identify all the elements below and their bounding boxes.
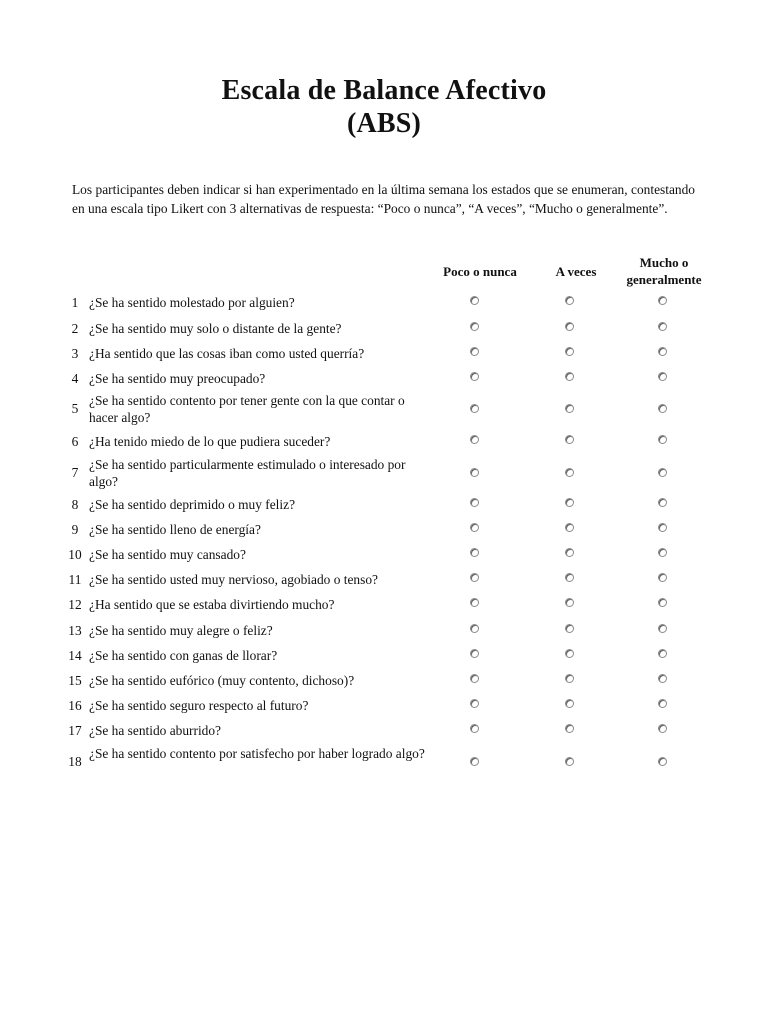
column-header-poco-o-nunca: Poco o nunca (443, 264, 517, 279)
radio-a-veces[interactable] (565, 674, 574, 683)
item-question: ¿Se ha sentido deprimido o muy feliz? (89, 497, 296, 512)
radio-a-veces[interactable] (565, 624, 574, 633)
item-number: 4 (71, 371, 79, 386)
item-number: 11 (68, 572, 82, 587)
radio-mucho-o-generalmente[interactable] (658, 296, 667, 305)
item-question: ¿Se ha sentido usted muy nervioso, agobiado o tenso? (89, 572, 378, 587)
item-number: 5 (71, 401, 79, 416)
column-header-line-2: generalmente (626, 272, 702, 287)
list-item (0, 433, 768, 450)
radio-mucho-o-generalmente[interactable] (658, 573, 667, 582)
item-number: 17 (68, 723, 82, 738)
item-question: ¿Se ha sentido muy solo o distante de la gente? (89, 321, 342, 336)
item-number: 3 (71, 346, 79, 361)
radio-poco-o-nunca[interactable] (470, 523, 479, 532)
radio-mucho-o-generalmente[interactable] (658, 757, 667, 766)
item-question: ¿Se ha sentido contento por satisfecho por haber logrado algo? (89, 746, 425, 761)
radio-poco-o-nunca[interactable] (470, 598, 479, 607)
radio-mucho-o-generalmente[interactable] (658, 724, 667, 733)
radio-mucho-o-generalmente[interactable] (658, 372, 667, 381)
radio-a-veces[interactable] (565, 347, 574, 356)
list-item (0, 546, 768, 563)
radio-mucho-o-generalmente[interactable] (658, 322, 667, 331)
item-question: ¿Se ha sentido muy alegre o feliz? (89, 623, 273, 638)
item-question: ¿Ha sentido que las cosas iban como usted querría? (89, 346, 365, 361)
radio-poco-o-nunca[interactable] (470, 347, 479, 356)
radio-poco-o-nunca[interactable] (470, 404, 479, 413)
item-number: 14 (68, 648, 82, 663)
item-number: 18 (68, 754, 82, 769)
list-item (0, 672, 768, 689)
item-question: ¿Se ha sentido molestado por alguien? (89, 295, 295, 310)
item-number: 1 (71, 295, 79, 310)
radio-a-veces[interactable] (565, 649, 574, 658)
list-item (0, 496, 768, 513)
item-question: ¿Se ha sentido contento por tener gente con la que contar o hacer algo? (89, 393, 405, 425)
radio-poco-o-nunca[interactable] (470, 724, 479, 733)
radio-mucho-o-generalmente[interactable] (658, 598, 667, 607)
radio-poco-o-nunca[interactable] (470, 624, 479, 633)
list-item (0, 622, 768, 639)
item-number: 16 (68, 698, 82, 713)
item-question: ¿Se ha sentido muy preocupado? (89, 371, 266, 386)
radio-mucho-o-generalmente[interactable] (658, 498, 667, 507)
item-number: 8 (71, 497, 79, 512)
radio-a-veces[interactable] (565, 548, 574, 557)
list-item (0, 647, 768, 664)
radio-poco-o-nunca[interactable] (470, 468, 479, 477)
item-question: ¿Se ha sentido aburrido? (89, 723, 222, 738)
radio-mucho-o-generalmente[interactable] (658, 699, 667, 708)
item-question: ¿Se ha sentido con ganas de llorar? (89, 648, 278, 663)
list-item (0, 596, 768, 613)
radio-mucho-o-generalmente[interactable] (658, 523, 667, 532)
radio-mucho-o-generalmente[interactable] (658, 404, 667, 413)
item-question: ¿Ha tenido miedo de lo que pudiera suceder? (89, 434, 331, 449)
radio-a-veces[interactable] (565, 523, 574, 532)
title-line-1: Escala de Balance Afectivo (221, 75, 547, 106)
item-question: ¿Se ha sentido muy cansado? (89, 547, 246, 562)
radio-poco-o-nunca[interactable] (470, 322, 479, 331)
radio-mucho-o-generalmente[interactable] (658, 347, 667, 356)
radio-poco-o-nunca[interactable] (470, 649, 479, 658)
radio-poco-o-nunca[interactable] (470, 435, 479, 444)
radio-poco-o-nunca[interactable] (470, 296, 479, 305)
column-header-line-1: Mucho o (639, 255, 689, 270)
radio-poco-o-nunca[interactable] (470, 498, 479, 507)
item-number: 15 (68, 673, 82, 688)
item-number: 7 (71, 465, 79, 480)
list-item (0, 345, 768, 362)
list-item (0, 392, 768, 426)
radio-mucho-o-generalmente[interactable] (658, 624, 667, 633)
radio-poco-o-nunca[interactable] (470, 573, 479, 582)
radio-a-veces[interactable] (565, 699, 574, 708)
radio-a-veces[interactable] (565, 322, 574, 331)
item-number: 12 (68, 597, 82, 612)
radio-poco-o-nunca[interactable] (470, 699, 479, 708)
item-number: 13 (68, 623, 82, 638)
item-question: ¿Ha sentido que se estaba divirtiendo mucho? (89, 597, 335, 612)
list-item (0, 745, 768, 779)
list-item (0, 456, 768, 490)
radio-a-veces[interactable] (565, 598, 574, 607)
list-item (0, 294, 768, 311)
radio-mucho-o-generalmente[interactable] (658, 468, 667, 477)
radio-poco-o-nunca[interactable] (470, 674, 479, 683)
radio-a-veces[interactable] (565, 498, 574, 507)
radio-mucho-o-generalmente[interactable] (658, 649, 667, 658)
radio-a-veces[interactable] (565, 296, 574, 305)
item-number: 6 (71, 434, 79, 449)
item-number: 10 (68, 547, 82, 562)
item-question: ¿Se ha sentido particularmente estimulado o interesado por algo? (89, 457, 406, 489)
list-item (0, 571, 768, 588)
radio-a-veces[interactable] (565, 435, 574, 444)
radio-a-veces[interactable] (565, 573, 574, 582)
radio-poco-o-nunca[interactable] (470, 548, 479, 557)
list-item (0, 697, 768, 714)
list-item (0, 521, 768, 538)
instructions-paragraph: Los participantes deben indicar si han experimentado en la última semana los estados que se enumeran, contestando en una escala tipo Likert con 3 alternativas de respuesta: “Poco o nunca”, “A veces”, “Mucho o generalmente”. (72, 182, 695, 216)
item-question: ¿Se ha sentido seguro respecto al futuro? (89, 698, 309, 713)
radio-a-veces[interactable] (565, 757, 574, 766)
radio-mucho-o-generalmente[interactable] (658, 548, 667, 557)
item-number: 9 (71, 522, 79, 537)
item-question: ¿Se ha sentido eufórico (muy contento, dichoso)? (89, 673, 355, 688)
radio-a-veces[interactable] (565, 468, 574, 477)
radio-poco-o-nunca[interactable] (470, 757, 479, 766)
radio-a-veces[interactable] (565, 724, 574, 733)
radio-mucho-o-generalmente[interactable] (658, 435, 667, 444)
radio-mucho-o-generalmente[interactable] (658, 674, 667, 683)
radio-poco-o-nunca[interactable] (470, 372, 479, 381)
radio-a-veces[interactable] (565, 404, 574, 413)
list-item (0, 320, 768, 337)
list-item (0, 722, 768, 739)
list-item (0, 370, 768, 387)
radio-a-veces[interactable] (565, 372, 574, 381)
item-number: 2 (71, 321, 79, 336)
title-line-2: (ABS) (346, 108, 422, 139)
item-question: ¿Se ha sentido lleno de energía? (89, 522, 261, 537)
column-header-a-veces: A veces (555, 264, 597, 279)
